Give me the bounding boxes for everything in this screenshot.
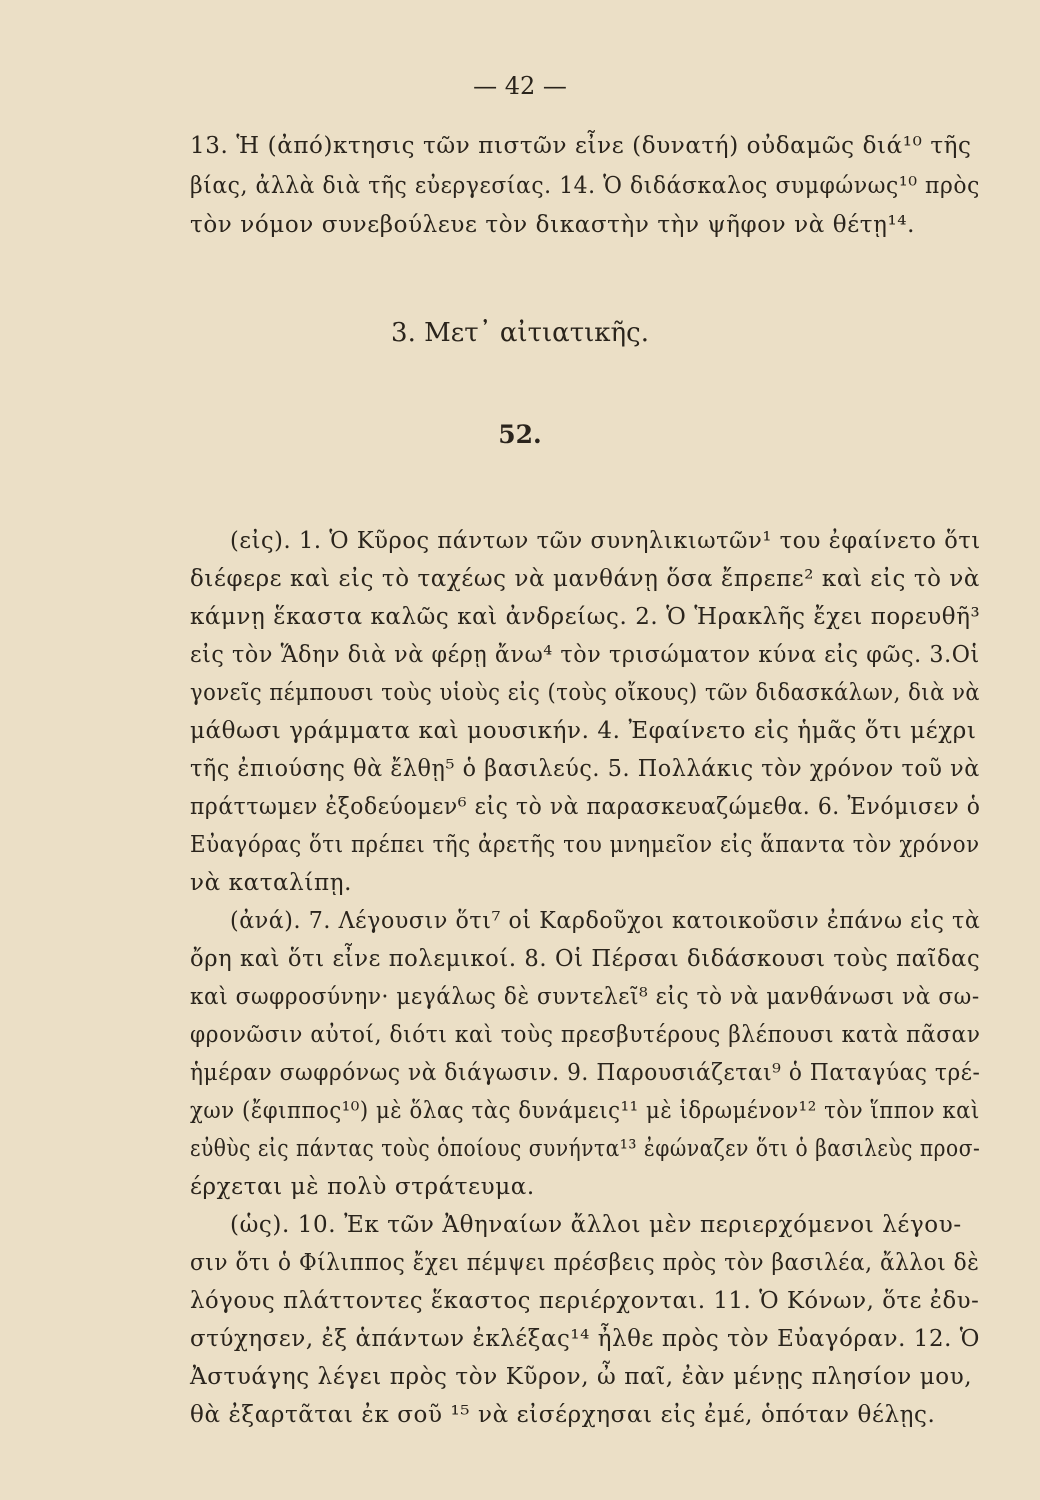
- text-line: έρχεται μὲ πολὺ στράτευμα.: [190, 1174, 535, 1200]
- text-line: ὄρη καὶ ὅτι εἶνε πολεμικοί. 8. Οἱ Πέρσαι διδάσκουσι τοὺς παῖδας: [190, 946, 981, 972]
- text-line: καὶ σωφροσύνην· μεγάλως δὲ συντελεῖ⁸ εἰς τὸ νὰ μανθάνωσι νὰ σω-: [190, 984, 980, 1010]
- text-line: τὸν νόμον συνεβούλευε τὸν δικαστὴν τὴν ψῆφον νὰ θέτῃ¹⁴.: [190, 212, 916, 238]
- text-line: (ἀνά). 7. Λέγουσιν ὅτι⁷ οἱ Καρδοῦχοι κατοικοῦσιν ἐπάνω εἰς τὰ: [230, 908, 981, 934]
- text-line: μάθωσι γράμματα καὶ μουσικήν. 4. Ἐφαίνετο εἰς ἡμᾶς ὅτι μέχρι: [190, 718, 977, 744]
- text-line: 13. Ἡ (ἀπό)κτησις τῶν πιστῶν εἶνε (δυνατή) οὐδαμῶς διά¹⁰ τῆς: [190, 133, 972, 159]
- text-line: χων (ἔφιππος¹⁰) μὲ ὅλας τὰς δυνάμεις¹¹ μὲ ἱδρωμένον¹² τὸν ἵππον καὶ: [190, 1098, 980, 1124]
- text-line: Εὐαγόρας ὅτι πρέπει τῆς ἀρετῆς του μνημεῖον εἰς ἅπαντα τὸν χρόνον: [190, 832, 980, 858]
- text-line: εἰς τὸν Ἅδην διὰ νὰ φέρῃ ἄνω⁴ τὸν τρισώματον κύνα εἰς φῶς. 3.Οἱ: [190, 642, 980, 668]
- text-line: κάμνῃ ἕκαστα καλῶς καὶ ἀνδρείως. 2. Ὁ Ἡρακλῆς ἔχει πορευθῆ³: [190, 604, 981, 630]
- section-heading: 3. Μετ᾽ αἰτιατικῆς.: [391, 318, 649, 348]
- text-line: ἡμέραν σωφρόνως νὰ διάγωσιν. 9. Παρουσιάζεται⁹ ὁ Παταγύας τρέ-: [190, 1060, 981, 1086]
- text-line: (εἰς). 1. Ὁ Κῦρος πάντων τῶν συνηλικιωτῶν¹ του ἐφαίνετο ὅτι: [230, 528, 981, 554]
- page-number: — 42 —: [473, 72, 567, 100]
- exercise-number: 52.: [498, 420, 542, 449]
- text-line: (ὡς). 10. Ἐκ τῶν Ἀθηναίων ἄλλοι μὲν περιερχόμενοι λέγου-: [230, 1212, 962, 1238]
- text-line: σιν ὅτι ὁ Φίλιππος ἔχει πέμψει πρέσβεις πρὸς τὸν βασιλέα, ἄλλοι δὲ: [190, 1250, 980, 1276]
- text-line: νὰ καταλίπῃ.: [190, 870, 352, 896]
- text-line: βίας, ἀλλὰ διὰ τῆς εὐεργεσίας. 14. Ὁ διδάσκαλος συμφώνως¹⁰ πρὸς: [190, 173, 980, 199]
- text-line: γονεῖς πέμπουσι τοὺς υἱοὺς εἰς (τοὺς οἴκους) τῶν διδασκάλων, διὰ νὰ: [190, 680, 981, 706]
- text-line: Ἀστυάγης λέγει πρὸς τὸν Κῦρον, ὦ παῖ, ἐὰν μένῃς πλησίον μου,: [190, 1364, 973, 1390]
- text-line: στύχησεν, ἐξ ἁπάντων ἐκλέξας¹⁴ ἦλθε πρὸς τὸν Εὐαγόραν. 12. Ὁ: [190, 1326, 981, 1352]
- text-line: εὐθὺς εἰς πάντας τοὺς ὁποίους συνήντα¹³ ἐφώναζεν ὅτι ὁ βασιλεὺς προσ-: [190, 1136, 981, 1162]
- text-line: πράττωμεν ἐξοδεύομεν⁶ εἰς τὸ νὰ παρασκευαζώμεθα. 6. Ἐνόμισεν ὁ: [190, 794, 981, 820]
- text-line: θὰ ἐξαρτᾶται ἐκ σοῦ ¹⁵ νὰ εἰσέρχησαι εἰς ἐμέ, ὁπόταν θέλῃς.: [190, 1402, 936, 1428]
- text-line: διέφερε καὶ εἰς τὸ ταχέως νὰ μανθάνῃ ὅσα ἔπρεπε² καὶ εἰς τὸ νὰ: [190, 566, 981, 592]
- text-line: τῆς ἐπιούσης θὰ ἔλθῃ⁵ ὁ βασιλεύς. 5. Πολλάκις τὸν χρόνον τοῦ νὰ: [190, 756, 980, 782]
- text-line: λόγους πλάττοντες ἕκαστος περιέρχονται. 11. Ὁ Κόνων, ὅτε ἐδυ-: [190, 1288, 980, 1314]
- text-line: φρονῶσιν αὐτοί, διότι καὶ τοὺς πρεσβυτέρους βλέπουσι κατὰ πᾶσαν: [190, 1022, 981, 1048]
